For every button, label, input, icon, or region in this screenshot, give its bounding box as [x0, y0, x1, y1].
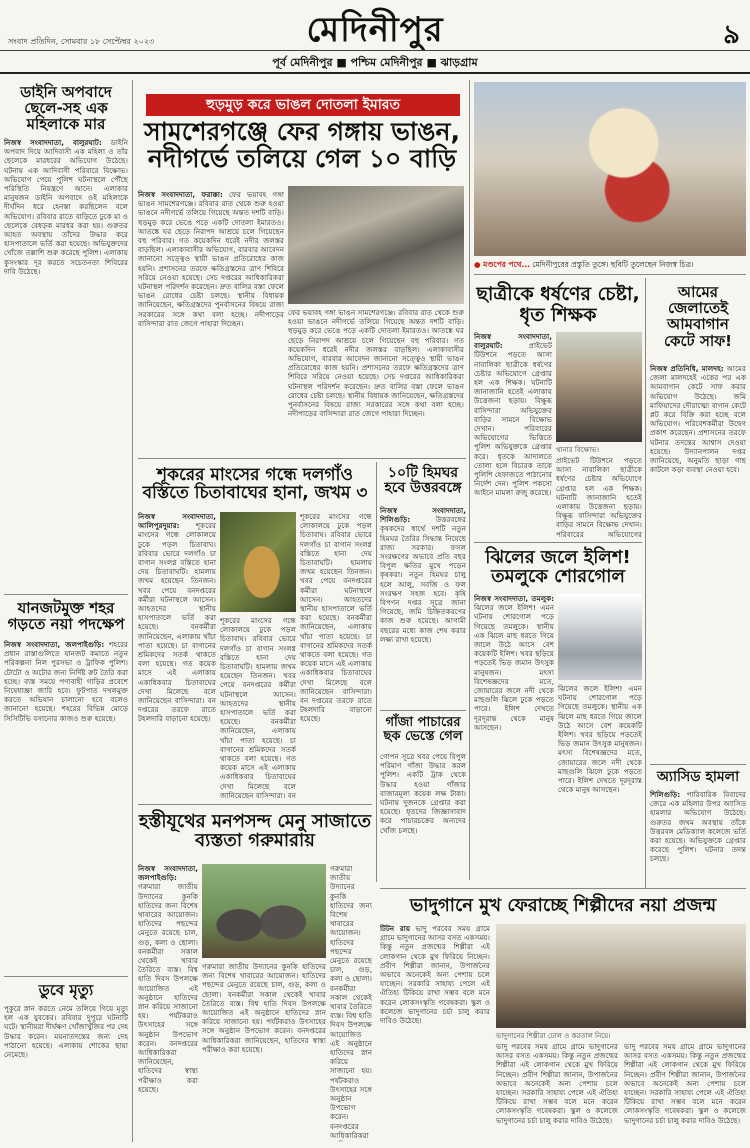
- story-himghar-dateline: নিজস্ব সংবাদদাতা, শিলিগুড়ি:: [380, 506, 466, 525]
- story-elephant-dateline: নিজস্ব সংবাদদাতা, জলপাইগুড়ি:: [138, 864, 198, 883]
- story-jam-body: [4, 640, 128, 970]
- story-bhadu-body: [380, 924, 490, 1142]
- story-samsherganj-headline: সামশেরগঞ্জে ফের গঙ্গায় ভাঙন, নদীগর্ভে তলিয়ে গেল ১০ বাড়ি: [144, 117, 460, 173]
- story-acid-dateline: শিলিগুড়ি:: [650, 790, 681, 799]
- story-bhadu-text: ভাদু পরবের সময় গ্রামে গ্রামে ভাদুগানের আসর বসত একসময়। কিন্তু নতুন প্রজন্মের শিল্পীরা এই লোকগান থেকে মুখ ফিরিয়ে নিচ্ছেন। প্রবীণ শিল্পীরা জানান, উপার্জনের অভাবে অনেকেই অন্য পেশায় চলে যাচ্ছেন। সরকারি সাহায্য পেলে এই ঐতিহ্য টিকিয়ে রাখা সম্ভব বলে মনে করেন লোকসংস্কৃতি গবেষকরা। স্কুল ও কলেজে ভাদুগানের চর্চা চালু করার দাবিও উঠেছে।: [380, 924, 490, 1026]
- page-number: ৯: [723, 20, 740, 50]
- story-ilish-headline: ঝিলের জলে ইলিশ! তমলুকে শোরগোল: [485, 547, 631, 588]
- story-elephant-body: [138, 864, 198, 1142]
- section-divider: [4, 594, 128, 595]
- protest-photo: [556, 332, 642, 442]
- story-elephant-text: গরুমারা জাতীয় উদ্যানের কুনকি হাতিদের জন্য বিশেষ খাবারের আয়োজন। হাতিদের পছন্দের মেনুতে রয়েছে চাল, গুড়, কলা ও ছোলা। বনকর্মীরা সকাল থেকেই খাবার তৈরিতে ব্যস্ত। বিশ্ব হাতি দিবস উপলক্ষে আয়োজিত এই অনুষ্ঠানে হাতিদের স্নান করিয়ে সাজানো হয়। পর্যটকরাও উৎসাহের সঙ্গে অনুষ্ঠান উপভোগ করেন। বনদপ্তরের আধিকারিকরা জানিয়েছেন, হাতিদের স্বাস্থ্য পরীক্ষাও করা হয়েছে।: [138, 882, 198, 1094]
- story-acid-text: পারিবারিক বিবাদের জেরে এক মহিলার উপর অ্যাসিড হামলার অভিযোগ উঠেছে। গুরুতর জখম অবস্থায় তাঁকে উত্তরবঙ্গ মেডিক্যাল কলেজে ভর্তি করা হয়েছে। অভিযুক্তকে গ্রেপ্তার করেছে পুলিশ। ঘটনার তদন্ত চলছে।: [650, 790, 746, 864]
- hilsa-fish-photo: [558, 594, 642, 680]
- story-acid-body: [650, 790, 746, 884]
- story-dainee-dateline: নিজস্ব সংবাদদাতা, বালুরঘাট:: [4, 138, 102, 147]
- story-leopard-body-col3: শূকরের মাংসের গন্ধে লোকালয়ে ঢুকে পড়ল চিতাবাঘ। রবিবার ভোরে দলগাঁও চা বাগান সংলগ্ন বস্তিতে হানা দেয় চিতাবাঘটি। হামলায় জখম হয়েছেন তিনজন। খবর পেয়ে বনদপ্তরের কর্মীরা ঘটনাস্থলে আসেন। আহতদের স্থানীয় হাসপাতালে ভর্তি করা হয়েছে। বনকর্মীরা জানিয়েছেন, এলাকায় খাঁচা পাতা হয়েছে। চা বাগানের শ্রমিকদের সতর্ক থাকতে বলা হয়েছে। গত কয়েক মাসে এই এলাকায় একাধিকবার চিতাবাঘের দেখা মিলেছে বলে জানিয়েছেন বাসিন্দারা। বন দপ্তরের তরফে রাতে টহলদারি বাড়ানো হয়েছে।: [300, 512, 372, 724]
- story-aambagan-headline: আমের জেলাতেই আমবাগান কেটে সাফ!: [663, 283, 733, 350]
- date-line: সংবাদ প্রতিদিন, সোমবার ১৮ সেপ্টেম্বর ২০২৩: [8, 37, 155, 46]
- story-leopard-headline: শূকরের মাংসের গন্ধে দলগাঁও বস্তিতে চিতাবাঘের হানা, জখম ৩: [142, 465, 368, 504]
- mandap-caption: [474, 260, 746, 272]
- story-himghar-body: [380, 506, 466, 706]
- story-ganja-body: গোপন সূত্রে খবর পেয়ে বিপুল পরিমাণ গাঁজা উদ্ধার করল পুলিশ। একটি ট্রাক থেকে উদ্ধার হওয়া গাঁজার বাজারমূল্য কয়েক লক্ষ টাকা। ঘটনায় দুজনকে গ্রেপ্তার করা হয়েছে। ধৃতদের জিজ্ঞাসাবাদ করে পাচারচক্রের অন্যদের খোঁজ চলছে।: [380, 752, 466, 835]
- story-jam-headline: যানজটমুক্ত শহর গড়তে নয়া পদক্ষেপ: [7, 599, 125, 634]
- story-chhatri-body-continued: প্রাইভেট টিউশনে পড়তে আসা নাবালিকা ছাত্রীকে ধর্ষণের চেষ্টার অভিযোগে গ্রেপ্তার হল এক শিক্ষক। ঘটনাটি জানাজানি হতেই এলাকায় উত্তেজনা ছড়ায়। বিক্ষুব্ধ বাসিন্দারা অভিযুক্তের বাড়ির সামনে বিক্ষোভ দেখান। পরিবারের অভিযোগের: [556, 456, 642, 538]
- elephant-herd-photo: [202, 864, 326, 958]
- mandap-caption-text: মেদিনীপুরের প্রস্তুতি তুঙ্গে। ছবিটি তুলেছেন নিজস্ব চিত্র।: [532, 260, 694, 269]
- story-aambagan-body: [650, 364, 746, 760]
- story-leopard-body-col2: শূকরের মাংসের গন্ধে লোকালয়ে ঢুকে পড়ল চিতাবাঘ। রবিবার ভোরে দলগাঁও চা বাগান সংলগ্ন বস্তিতে হানা দেয় চিতাবাঘটি। হামলায় জখম হয়েছেন তিনজন। খবর পেয়ে বনদপ্তরের কর্মীরা ঘটনাস্থলে আসেন। আহতদের স্থানীয় হাসপাতালে ভর্তি করা হয়েছে। বনকর্মীরা জানিয়েছেন, এলাকায় খাঁচা পাতা হয়েছে। চা বাগানের শ্রমিকদের সতর্ক থাকতে বলা হয়েছে। গত কয়েক মাসে এই এলাকায় একাধিকবার চিতাবাঘের দেখা মিলেছে বলে জানিয়েছেন বাসিন্দারা। বন: [220, 616, 296, 800]
- section-divider: [650, 764, 746, 765]
- story-ilish-dateline: নিজস্ব সংবাদদাতা, তমলুক:: [474, 594, 554, 603]
- story-aambagan-dateline: নিজস্ব প্রতিনিধি, মালদহ:: [650, 364, 724, 373]
- column-rule: [469, 80, 470, 880]
- story-chhatri-headline: ছাত্রীকে ধর্ষণের চেষ্টা, ধৃত শিক্ষক: [476, 283, 640, 326]
- story-dainee-headline: ডাইনি অপবাদে ছেলে-সহ এক মহিলাকে মার: [20, 83, 112, 134]
- story-chhatri-dateline: নিজস্ব সংবাদদাতা, বালুরঘাট:: [474, 332, 552, 351]
- story-elephant-body-col3: গরুমারা জাতীয় উদ্যানের কুনকি হাতিদের জন্য বিশেষ খাবারের আয়োজন। হাতিদের পছন্দের মেনুতে রয়েছে চাল, গুড়, কলা ও ছোলা। বনকর্মীরা সকাল থেকেই খাবার তৈরিতে ব্যস্ত। বিশ্ব হাতি দিবস উপলক্ষে আয়োজিত এই অনুষ্ঠানে হাতিদের স্নান করিয়ে সাজানো হয়। পর্যটকরাও উৎসাহের সঙ্গে অনুষ্ঠান উপভোগ করেন। বনদপ্তরের আধিকারিকরা: [330, 864, 372, 1140]
- story-himghar-text: উত্তরবঙ্গের কৃষকদের স্বার্থে দশটি নতুন হিমঘর তৈরির সিদ্ধান্ত নিয়েছে রাজ্য সরকার। ফসল সংরক্ষণের অভাবে প্রতি বছর বিপুল ক্ষতির মুখে পড়েন কৃষকরা। নতুন হিমঘর চালু হলে আলু, সবজি ও ফল সংরক্ষণ সহজ হবে। কৃষি বিপণন দপ্তর সূত্রে জানা গিয়েছে, জমি চিহ্নিতকরণের কাজ শুরু হয়েছে। আগামী বছরের মধ্যে কাজ শেষ করার লক্ষ্য রাখা হয়েছে।: [380, 515, 466, 644]
- story-leopard-dateline: নিজস্ব সংবাদদাতা, আলিপুরদুয়ার:: [138, 512, 216, 531]
- story-bhadu-dateline: টিটন রায়: [380, 924, 411, 933]
- story-aambagan-text: আমের জেলা মালদহেই একের পর এক আমবাগান কেটে সাফ করার অভিযোগ উঠেছে। জমি মাফিয়াদের দৌরাত্ম্যে বাগান কেটে প্লট করে বিক্রি করা হচ্ছে বলে অভিযোগ। পরিবেশকর্মীরা উদ্বেগ প্রকাশ করেছেন। প্রশাসনের তরফে ঘটনার তদন্তের আশ্বাস দেওয়া হয়েছে। উদ্যানপালন দপ্তর জানিয়েছে, অনুমতি ছাড়া গাছ কাটলে কড়া ব্যবস্থা নেওয়া হবে।: [650, 364, 746, 475]
- story-drown-body: পুকুরে স্নান করতে নেমে তলিয়ে গিয়ে মৃত্যু হল এক যুবকের। রবিবার দুপুরে ঘটনাটি ঘটে। স্থানীয়রা দীর্ঘক্ষণ খোঁজাখুঁজির পর দেহ উদ্ধার করেন। ময়নাতদন্তের জন্য দেহ পাঠানো হয়েছে। এলাকায় শোকের ছায়া নেমেছে।: [4, 1004, 128, 1060]
- story-bhadu-body-col2: ভাদু পরবের সময় গ্রামে গ্রামে ভাদুগানের আসর বসত একসময়। কিন্তু নতুন প্রজন্মের শিল্পীরা এই লোকগান থেকে মুখ ফিরিয়ে নিচ্ছেন। প্রবীণ শিল্পীরা জানান, উপার্জনের অভাবে অনেকেই অন্য পেশায় চলে যাচ্ছেন। সরকারি সাহায্য পেলে এই ঐতিহ্য টিকিয়ে রাখা সম্ভব বলে মনে করেন লোকসংস্কৃতি গবেষকরা। স্কুল ও কলেজে ভাদুগানের চর্চা চালু করার দাবিও উঠেছে।: [496, 1042, 618, 1125]
- section-divider: [380, 710, 466, 711]
- column-rule: [376, 462, 377, 882]
- bhadu-photo-caption: ভাদুগানের শিল্পীরা ঢোল ও করতাল নিয়ে।: [496, 1032, 611, 1040]
- story-himghar-headline: ১০টি হিমঘর হবে উত্তরবঙ্গে: [384, 465, 462, 497]
- story-ilish-body-continued: ঝিলের জলে ইলিশ! এমন ঘটনায় শোরগোল পড়ে গিয়েছে তমলুকে। স্থানীয় এক ঝিলে মাছ ধরতে গিয়ে জালে উঠে আসে বেশ কয়েকটি ইলিশ। খবর ছড়িয়ে পড়তেই ভিড় জমান উৎসুক মানুষজন। মৎস্য বিশেষজ্ঞদের মতে, জোয়ারের জলে নদী থেকে মাছগুলি ঝিলে ঢুকে পড়তে পারে। ইলিশ দেখতে দূরদূরান্ত থেকে মানুষ আসছেন।: [558, 684, 642, 795]
- story-elephant-body-continued: গরুমারা জাতীয় উদ্যানের কুনকি হাতিদের জন্য বিশেষ খাবারের আয়োজন। হাতিদের পছন্দের মেনুতে রয়েছে চাল, গুড়, কলা ও ছোলা। বনকর্মীরা সকাল থেকেই খাবার তৈরিতে ব্যস্ত। বিশ্ব হাতি দিবস উপলক্ষে আয়োজিত এই অনুষ্ঠানে হাতিদের স্নান করিয়ে সাজানো হয়। পর্যটকরাও উৎসাহের সঙ্গে অনুষ্ঠান উপভোগ করেন। বনদপ্তরের আধিকারিকরা জানিয়েছেন, হাতিদের স্বাস্থ্য পরীক্ষাও করা হয়েছে।: [202, 962, 326, 1054]
- story-ganja-headline: গাঁজা পাচারের ছক ভেস্তে গেল: [383, 715, 463, 745]
- protest-photo-caption: থানার বিক্ষোভ।: [556, 446, 599, 454]
- story-chhatri-text: প্রাইভেট টিউশনে পড়তে আসা নাবালিকা ছাত্রীকে ধর্ষণের চেষ্টার অভিযোগে গ্রেপ্তার হল এক শিক্ষক। ঘটনাটি জানাজানি হতেই এলাকায় উত্তেজনা ছড়ায়। বিক্ষুব্ধ বাসিন্দারা অভিযুক্তের বাড়ির সামনে বিক্ষোভ দেখান। পরিবারের অভিযোগের ভিত্তিতে পুলিশ অভিযুক্তকে গ্রেপ্তার করে। ধৃতকে আদালতে তোলা হলে বিচারক তাকে পুলিশি হেফাজতে পাঠানোর নির্দেশ দেন। পুলিশ পকসো আইনে মামলা রুজু করেছে।: [474, 341, 552, 498]
- story-ilish-body: [474, 594, 554, 884]
- story-samsherganj-body-continued: ফের ভয়াবহ গঙ্গা ভাঙন সামশেরগঞ্জে। রবিবার রাত থেকে শুরু হওয়া ভাঙনে নদীগর্ভে তলিয়ে গিয়েছে অন্তত দশটি বাড়ি। হুড়মুড় করে ভেঙে পড়ে একটি দোতলা ইমারতও। আতঙ্কে ঘর ছেড়ে নিরাপদ আশ্রয়ে চলে গিয়েছেন বহু পরিবার। গত কয়েকদিন ধরেই নদীর জলস্তর বাড়ছিল। এলাকাবাসীর অভিযোগ, বারবার আবেদন জানানো সত্ত্বেও স্থায়ী ভাঙন প্রতিরোধের কাজ হয়নি। প্রশাসনের তরফে ক্ষতিগ্রস্তদের ত্রাণ শিবিরে সরিয়ে নেওয়া হয়েছে। সেচ দপ্তরের আধিকারিকরা ঘটনাস্থল পরিদর্শন করেছেন। দ্রুত বালির বস্তা ফেলে ভাঙন রোধের চেষ্টা চলছে। স্থানীয় বিধায়ক জানিয়েছেন, ক্ষতিগ্রস্তদের পুনর্বাসনের বিষয়ে রাজ্য সরকারের সঙ্গে কথা বলা হচ্ছে। নদীপাড়ের বাসিন্দারা রাত জেগে পাহারা দিচ্ছেন।: [288, 308, 464, 419]
- section-divider: [474, 542, 642, 543]
- story-dainee-body: [4, 138, 128, 590]
- story-elephant-headline: হস্তীযূথের মনপসন্দ মেনু সাজাতে ব্যস্ততা গরুমারায়: [138, 811, 371, 852]
- section-divider: [138, 458, 466, 459]
- region-strip: পূর্ব মেদিনীপুর ■ পশ্চিম মেদিনীপুর ■ ঝাড়গ্রাম: [272, 56, 478, 69]
- story-drown-headline: ডুবে মৃত্যু: [38, 981, 94, 999]
- story-acid-headline: অ্যাসিড হামলা: [656, 769, 740, 785]
- story-jam-text: শহরের প্রধান রাস্তাগুলিতে যানজট কমাতে নতুন পরিকল্পনা নিল পুরসভা ও ট্রাফিক পুলিশ। টোটো ও অটোর জন্য নির্দিষ্ট রুট তৈরি করা হচ্ছে। ব্যস্ত সময়ে পণ্যবাহী গাড়ির প্রবেশে নিষেধাজ্ঞা জারি হবে। ফুটপাত দখলমুক্ত করতে অভিযান চালানো হবে বলেও জানানো হয়েছে। শহরের বিভিন্ন মোড়ে সিসিটিভি বসানোর কাজও শুরু হয়েছে।: [4, 640, 128, 723]
- column-rule: [645, 278, 646, 888]
- section-divider: [138, 804, 372, 805]
- leopard-photo: [220, 512, 296, 612]
- story-samsherganj-body: [138, 190, 284, 454]
- story-bhadu-body-col3: ভাদু পরবের সময় গ্রামে গ্রামে ভাদুগানের আসর বসত একসময়। কিন্তু নতুন প্রজন্মের শিল্পীরা এই লোকগান থেকে মুখ ফিরিয়ে নিচ্ছেন। প্রবীণ শিল্পীরা জানান, উপার্জনের অভাবে অনেকেই অন্য পেশায় চলে যাচ্ছেন। সরকারি সাহায্য পেলে এই ঐতিহ্য টিকিয়ে রাখা সম্ভব বলে মনে করেন লোকসংস্কৃতি গবেষকরা। স্কুল ও কলেজে ভাদুগানের চর্চা চালু করার দাবিও উঠেছে।: [624, 1042, 746, 1125]
- story-samsherganj-kicker: হুড়মুড় করে ভাঙল দোতলা ইমারত: [146, 94, 460, 116]
- river-erosion-photo: [288, 186, 464, 304]
- section-divider: [4, 976, 128, 977]
- story-dainee-text: ডাইনি অপবাদ দিয়ে আদিবাসী এক মহিলা ও তাঁর ছেলেকে মারধরের অভিযোগ উঠেছে। ঘটনায় এক আদিবাসী পরিবারে বিক্ষোভ। অভিযোগ পেয়ে পুলিশ ঘটনাস্থলে পৌঁছে পরিস্থিতি নিয়ন্ত্রণে আনে। এলাকার মানুষজন ডাইনি অপবাদে ওই মহিলাকে দীর্ঘদিন ধরে হেনস্তা করছিলেন বলে অভিযোগ। রবিবার রাতে বাড়িতে ঢুকে মা ও ছেলেকে বেধড়ক মারধর করা হয়। গুরুতর আহত অবস্থায় তাঁদের উদ্ধার করে হাসপাতালে ভর্তি করা হয়েছে। অভিযুক্তদের খোঁজে তল্লাশি শুরু করেছে পুলিশ। এলাকায় কুসংস্কার দূর করতে সচেতনতা শিবিরের দাবি উঠেছে।: [4, 138, 128, 276]
- section-divider: [380, 888, 746, 889]
- story-jam-dateline: নিজস্ব সংবাদদাতা, জলপাইগুড়ি:: [4, 640, 105, 649]
- story-bhadu-headline: ভাদুগানে মুখ ফেরাচ্ছে শিল্পীদের নয়া প্রজন্ম: [409, 895, 717, 916]
- column-rule: [132, 80, 133, 1142]
- masthead: [0, 0, 750, 74]
- story-leopard-text: শূকরের মাংসের গন্ধে লোকালয়ে ঢুকে পড়ল চিতাবাঘ। রবিবার ভোরে দলগাঁও চা বাগান সংলগ্ন বস্তিতে হানা দেয় চিতাবাঘটি। হামলায় জখম হয়েছেন তিনজন। খবর পেয়ে বনদপ্তরের কর্মীরা ঘটনাস্থলে আসেন। আহতদের স্থানীয় হাসপাতালে ভর্তি করা হয়েছে। বনকর্মীরা জানিয়েছেন, এলাকায় খাঁচা পাতা হয়েছে। চা বাগানের শ্রমিকদের সতর্ক থাকতে বলা হয়েছে। গত কয়েক মাসে এই এলাকায় একাধিকবার চিতাবাঘের দেখা মিলেছে বলে জানিয়েছেন বাসিন্দারা। বন দপ্তরের তরফে রাতে টহলদারি বাড়ানো হয়েছে।: [138, 521, 216, 724]
- story-leopard-body: [138, 512, 216, 800]
- mandap-caption-lead: ● মণ্ডপের পথে...: [474, 260, 531, 269]
- story-ilish-text: ঝিলের জলে ইলিশ! এমন ঘটনায় শোরগোল পড়ে গিয়েছে তমলুকে। স্থানীয় এক ঝিলে মাছ ধরতে গিয়ে জালে উঠে আসে বেশ কয়েকটি ইলিশ। খবর ছড়িয়ে পড়তেই ভিড় জমান উৎসুক মানুষজন। মৎস্য বিশেষজ্ঞদের মতে, জোয়ারের জলে নদী থেকে মাছগুলি ঝিলে ঢুকে পড়তে পারে। ইলিশ দেখতে দূরদূরান্ত থেকে মানুষ আসছেন।: [474, 603, 554, 732]
- section-divider: [474, 274, 746, 275]
- newspaper-section-title: মেদিনীপুর: [306, 10, 444, 50]
- masthead-rule: [0, 50, 750, 51]
- story-samsherganj-text: ফের ভয়াবহ গঙ্গা ভাঙন সামশেরগঞ্জে। রবিবার রাত থেকে শুরু হওয়া ভাঙনে নদীগর্ভে তলিয়ে গিয়েছে অন্তত দশটি বাড়ি। হুড়মুড় করে ভেঙে পড়ে একটি দোতলা ইমারতও। আতঙ্কে ঘর ছেড়ে নিরাপদ আশ্রয়ে চলে গিয়েছেন বহু পরিবার। গত কয়েকদিন ধরেই নদীর জলস্তর বাড়ছিল। এলাকাবাসীর অভিযোগ, বারবার আবেদন জানানো সত্ত্বেও স্থায়ী ভাঙন প্রতিরোধের কাজ হয়নি। প্রশাসনের তরফে ক্ষতিগ্রস্তদের ত্রাণ শিবিরে সরিয়ে নেওয়া হয়েছে। সেচ দপ্তরের আধিকারিকরা ঘটনাস্থল পরিদর্শন করেছেন। দ্রুত বালির বস্তা ফেলে ভাঙন রোধের চেষ্টা চলছে। স্থানীয় বিধায়ক জানিয়েছেন, ক্ষতিগ্রস্তদের পুনর্বাসনের বিষয়ে রাজ্য সরকারের সঙ্গে কথা বলা হচ্ছে। নদীপাড়ের বাসিন্দারা রাত জেগে পাহারা দিচ্ছেন।: [138, 190, 284, 328]
- story-chhatri-body: [474, 332, 552, 538]
- bhadu-singers-photo: [496, 924, 746, 1028]
- story-samsherganj-dateline: নিজস্ব সংবাদদাতা, ফরাক্কা:: [138, 190, 223, 199]
- mandap-photo: [474, 82, 746, 256]
